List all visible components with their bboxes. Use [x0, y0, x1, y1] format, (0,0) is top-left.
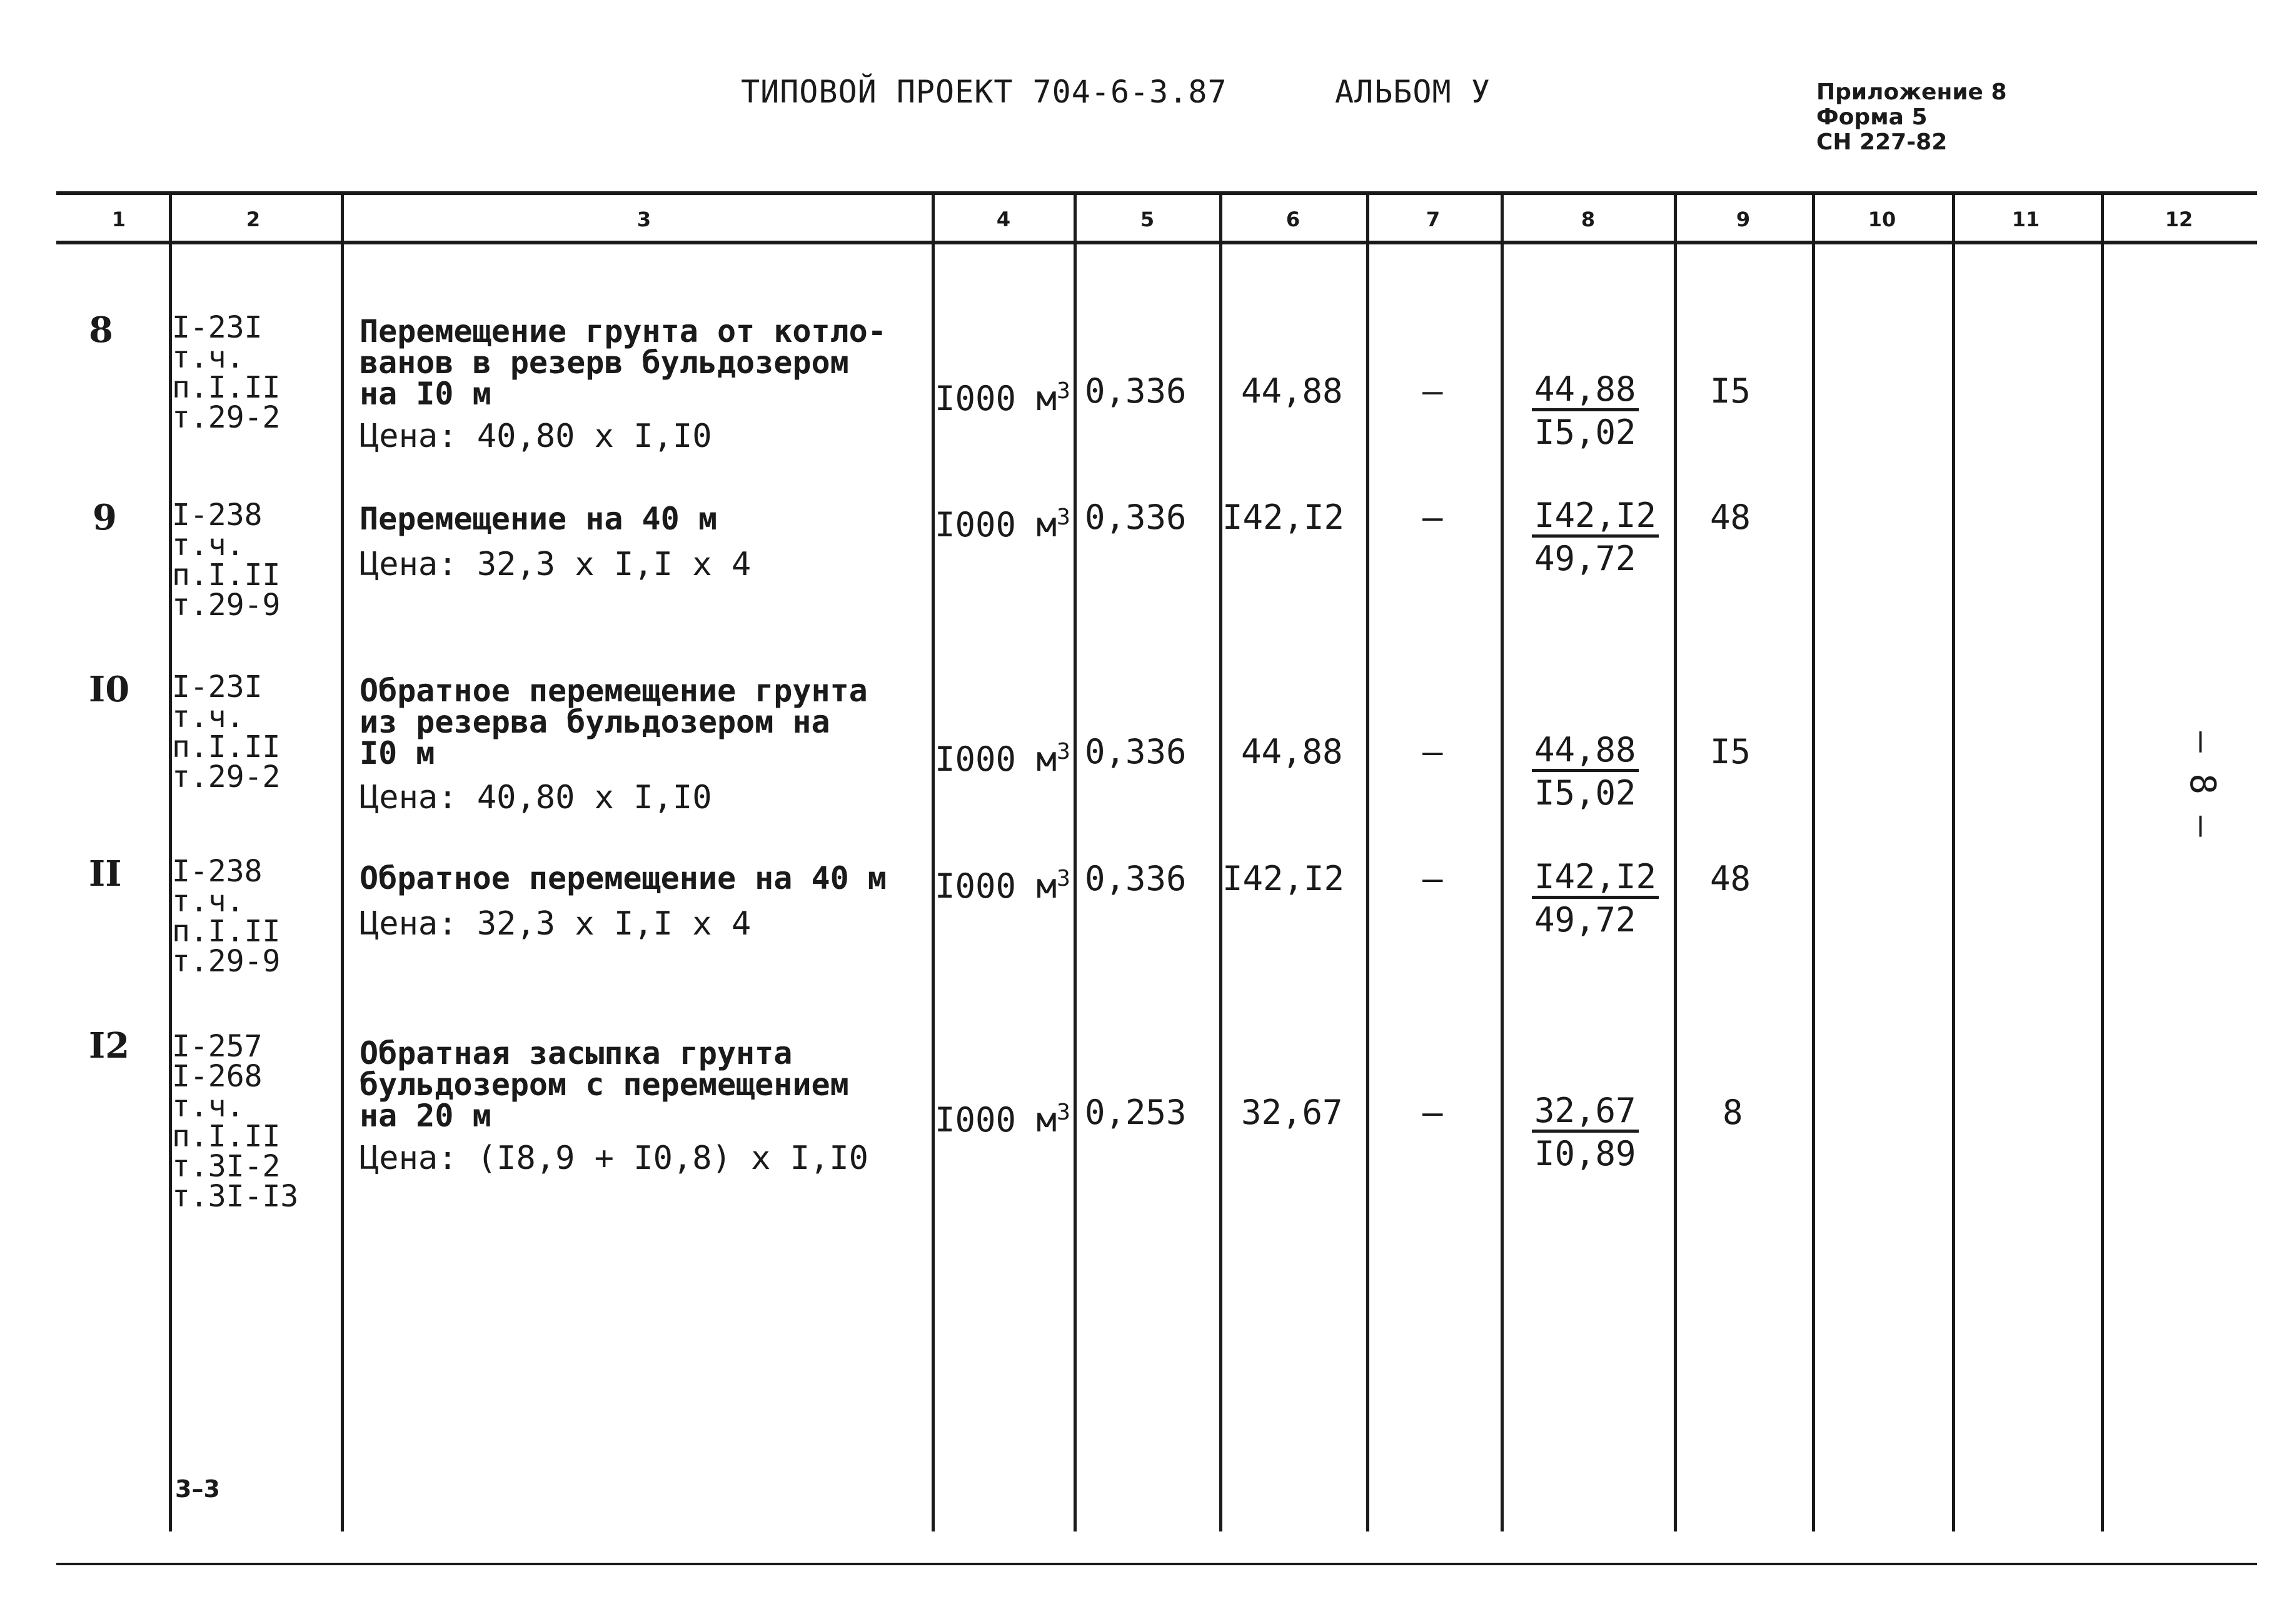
description-line: I0 м	[360, 735, 435, 771]
norm-code	[172, 1029, 299, 1214]
column-number: 8	[1581, 208, 1596, 231]
total-wage: I5,02	[1534, 413, 1636, 452]
col-divider-2	[341, 194, 344, 1531]
unit-exponent: 3	[1057, 866, 1070, 891]
total-fraction	[1532, 369, 1639, 452]
col-divider-4	[1074, 194, 1077, 1531]
column-number: 4	[996, 208, 1011, 231]
unit-exponent: 3	[1057, 1100, 1070, 1125]
unit-cost: I42,I2	[1222, 859, 1345, 898]
norm-code-line: т.ч.	[172, 528, 244, 563]
norm-code	[172, 310, 281, 435]
norm-code-line: I-268	[172, 1059, 263, 1094]
norm-code	[172, 498, 281, 623]
norm-code	[172, 669, 281, 794]
norm-code-line: I-23I	[172, 310, 263, 345]
row-number: I0	[89, 669, 130, 710]
description-line: Перемещение на 40 м	[360, 501, 717, 537]
column-number: 5	[1140, 208, 1155, 231]
total-wage: I0,89	[1534, 1134, 1636, 1173]
work-description	[360, 501, 717, 537]
row-number: I2	[89, 1025, 130, 1066]
column-number: 12	[2165, 208, 2193, 231]
col7-value: –	[1422, 1093, 1443, 1132]
total-wage: I5,02	[1534, 773, 1636, 813]
col7-value: –	[1422, 371, 1443, 411]
unit	[935, 500, 1070, 543]
price-formula: Цена: 40,80 x I,I0	[360, 779, 712, 816]
description-line: на 20 м	[360, 1098, 491, 1134]
col-divider-8	[1674, 194, 1677, 1531]
col-divider-9	[1812, 194, 1815, 1531]
col9-value: 48	[1710, 859, 1751, 898]
unit	[935, 734, 1070, 777]
norm-code-line: п.I.II	[172, 729, 281, 764]
quantity: 0,336	[1085, 498, 1187, 537]
total-cost: I42,I2	[1532, 860, 1659, 899]
work-description	[360, 313, 887, 412]
norm-code-line: п.I.II	[172, 1119, 281, 1154]
col-divider-7	[1501, 194, 1504, 1531]
unit-exponent: 3	[1057, 378, 1070, 404]
norm-code	[172, 854, 281, 979]
total-fraction	[1532, 730, 1639, 813]
total-cost: 44,88	[1532, 372, 1639, 411]
description-line: Обратное перемещение на 40 м	[360, 860, 887, 896]
norm-code-line: т.29-9	[172, 588, 281, 623]
unit	[935, 1095, 1070, 1138]
norm-code-line: т.3I-2	[172, 1149, 281, 1184]
col9-value: I5	[1710, 732, 1751, 771]
column-number: 10	[1868, 208, 1896, 231]
sheet-code: 3–3	[175, 1475, 220, 1503]
unit-text: I000 м	[935, 739, 1057, 779]
column-number: 7	[1426, 208, 1441, 231]
quantity: 0,336	[1085, 732, 1187, 771]
col-divider-11	[2101, 194, 2104, 1531]
description-line: на I0 м	[360, 376, 491, 412]
price-formula: Цена: 32,3 x I,I x 4	[360, 546, 752, 583]
column-number: 11	[2011, 208, 2040, 231]
description-line: ванов в резерв бульдозером	[360, 344, 849, 381]
unit-text: I000 м	[935, 505, 1057, 544]
norm-code-line: т.29-9	[172, 944, 281, 979]
total-fraction	[1532, 1093, 1639, 1171]
total-cost: I42,I2	[1532, 498, 1659, 538]
total-wage: 49,72	[1534, 539, 1636, 578]
unit-cost: 44,88	[1241, 371, 1343, 411]
unit	[935, 861, 1070, 904]
unit-cost: 44,88	[1241, 732, 1343, 771]
col9-value: I5	[1710, 371, 1751, 411]
price-formula: Цена: 32,3 x I,I x 4	[360, 905, 752, 943]
norm-code-line: I-23I	[172, 669, 263, 704]
norm-code-line: п.I.II	[172, 370, 281, 405]
description-line: Перемещение грунта от котло-	[360, 313, 887, 349]
norm-code-line: т.ч.	[172, 884, 244, 919]
row-number: 8	[89, 309, 113, 351]
norm-code-line: п.I.II	[172, 914, 281, 949]
page-number: – 8 –	[2182, 731, 2223, 837]
norm-code-line: т.29-2	[172, 759, 281, 794]
column-number: 3	[636, 208, 651, 231]
column-number: 9	[1736, 208, 1751, 231]
norm-code-line: I-238	[172, 854, 263, 889]
price-formula: Цена: 40,80 x I,I0	[360, 418, 712, 455]
col7-value: –	[1422, 498, 1443, 537]
total-cost: 44,88	[1532, 733, 1639, 772]
norm-code-line: п.I.II	[172, 558, 281, 593]
description-line: бульдозером с перемещением	[360, 1066, 849, 1103]
norm-code-line: I-257	[172, 1029, 263, 1064]
unit-text: I000 м	[935, 866, 1057, 906]
norm-label: СН 227-82	[1816, 129, 1948, 155]
total-fraction	[1532, 857, 1659, 940]
unit-exponent: 3	[1057, 504, 1070, 530]
row-number: 9	[93, 497, 117, 538]
project-title: ТИПОВОЙ ПРОЕКТ 704-6-3.87	[741, 74, 1227, 110]
unit-exponent: 3	[1057, 739, 1070, 764]
norm-code-line: I-238	[172, 498, 263, 533]
price-formula: Цена: (I8,9 + I0,8) x I,I0	[360, 1140, 868, 1177]
column-number: 2	[246, 208, 261, 231]
norm-code-line: т.ч.	[172, 340, 244, 375]
description-line: Обратное перемещение грунта	[360, 673, 868, 709]
column-number: 6	[1285, 208, 1300, 231]
col7-value: –	[1422, 732, 1443, 771]
quantity: 0,336	[1085, 859, 1187, 898]
norm-code-line: т.ч.	[172, 1089, 244, 1124]
total-wage: 49,72	[1534, 900, 1636, 940]
quantity: 0,336	[1085, 371, 1187, 411]
quantity: 0,253	[1085, 1093, 1187, 1132]
norm-code-line: т.29-2	[172, 400, 281, 435]
header-bottom-border	[56, 241, 2257, 244]
row-number: II	[89, 853, 122, 895]
unit-text: I000 м	[935, 379, 1057, 418]
col7-value: –	[1422, 859, 1443, 898]
work-description	[360, 860, 887, 896]
column-number: 1	[111, 208, 126, 231]
col9-value: 8	[1723, 1093, 1743, 1132]
unit	[935, 374, 1070, 416]
unit-text: I000 м	[935, 1100, 1057, 1140]
form-label: Форма 5	[1816, 104, 1928, 130]
total-cost: 32,67	[1532, 1093, 1639, 1133]
appendix-note	[1816, 80, 2007, 155]
album-title: АЛЬБОМ У	[1335, 74, 1491, 110]
table-bottom-border	[56, 1563, 2257, 1565]
total-fraction	[1532, 498, 1659, 576]
col-divider-10	[1952, 194, 1955, 1531]
description-line: из резерва бульдозером на	[360, 704, 830, 740]
appendix-label: Приложение 8	[1816, 79, 2007, 105]
work-description	[360, 1035, 849, 1134]
unit-cost: I42,I2	[1222, 498, 1345, 537]
col-divider-6	[1366, 194, 1369, 1531]
work-description	[360, 675, 868, 769]
unit-cost: 32,67	[1241, 1093, 1343, 1132]
table-top-border	[56, 191, 2257, 195]
description-line: Обратная засыпка грунта	[360, 1035, 793, 1071]
norm-code-line: т.3I-I3	[172, 1179, 299, 1214]
norm-code-line: т.ч.	[172, 699, 244, 734]
col9-value: 48	[1710, 498, 1751, 537]
